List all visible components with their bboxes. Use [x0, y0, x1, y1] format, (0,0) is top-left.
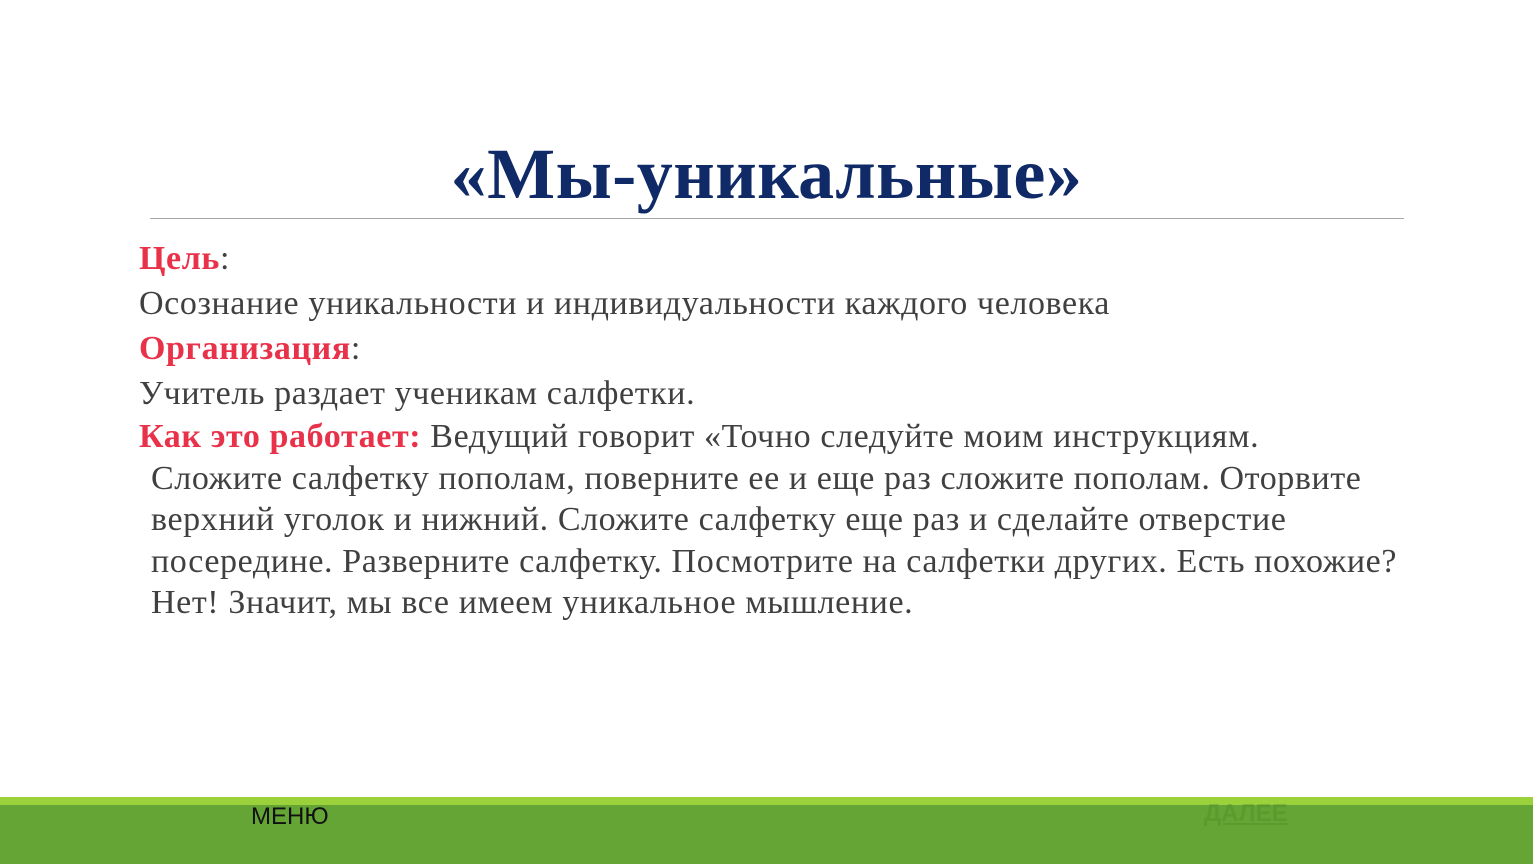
organization-text: Учитель раздает ученикам салфетки.: [139, 375, 696, 412]
goal-text: Осознание уникальности и индивидуальности каждого человека: [139, 285, 1110, 322]
title-divider: [150, 218, 1404, 219]
organization-label: Организация: [139, 330, 351, 367]
next-button[interactable]: ДАЛЕЕ: [1204, 800, 1288, 827]
goal-colon: :: [220, 240, 231, 277]
footer-bar: [0, 805, 1533, 864]
organization-heading: [139, 326, 1399, 371]
slide-body: [139, 236, 1399, 624]
menu-button[interactable]: МЕНЮ: [251, 803, 329, 830]
goal-heading: [139, 236, 1399, 281]
slide-title: «Мы-уникальные»: [450, 134, 1083, 214]
organization-colon: :: [350, 330, 361, 367]
goal-label: Цель: [139, 240, 220, 277]
how-it-works-text: Ведущий говорит «Точно следуйте моим инструкциям. Сложите салфетку пополам, поверните ее и еще раз сложите пополам. Оторвите верхний уголок и нижний. Сложите салфетку еще раз и сделайте отверстие посередине. Разверните салфетку. Посмотрите на салфетки других. Есть похожие? Нет! Значит, мы все имеем уникальное мышление.: [151, 418, 1398, 621]
how-it-works-label: Как это работает:: [139, 418, 422, 455]
footer-accent-stripe: [0, 797, 1533, 805]
how-it-works-paragraph: [139, 416, 1399, 624]
